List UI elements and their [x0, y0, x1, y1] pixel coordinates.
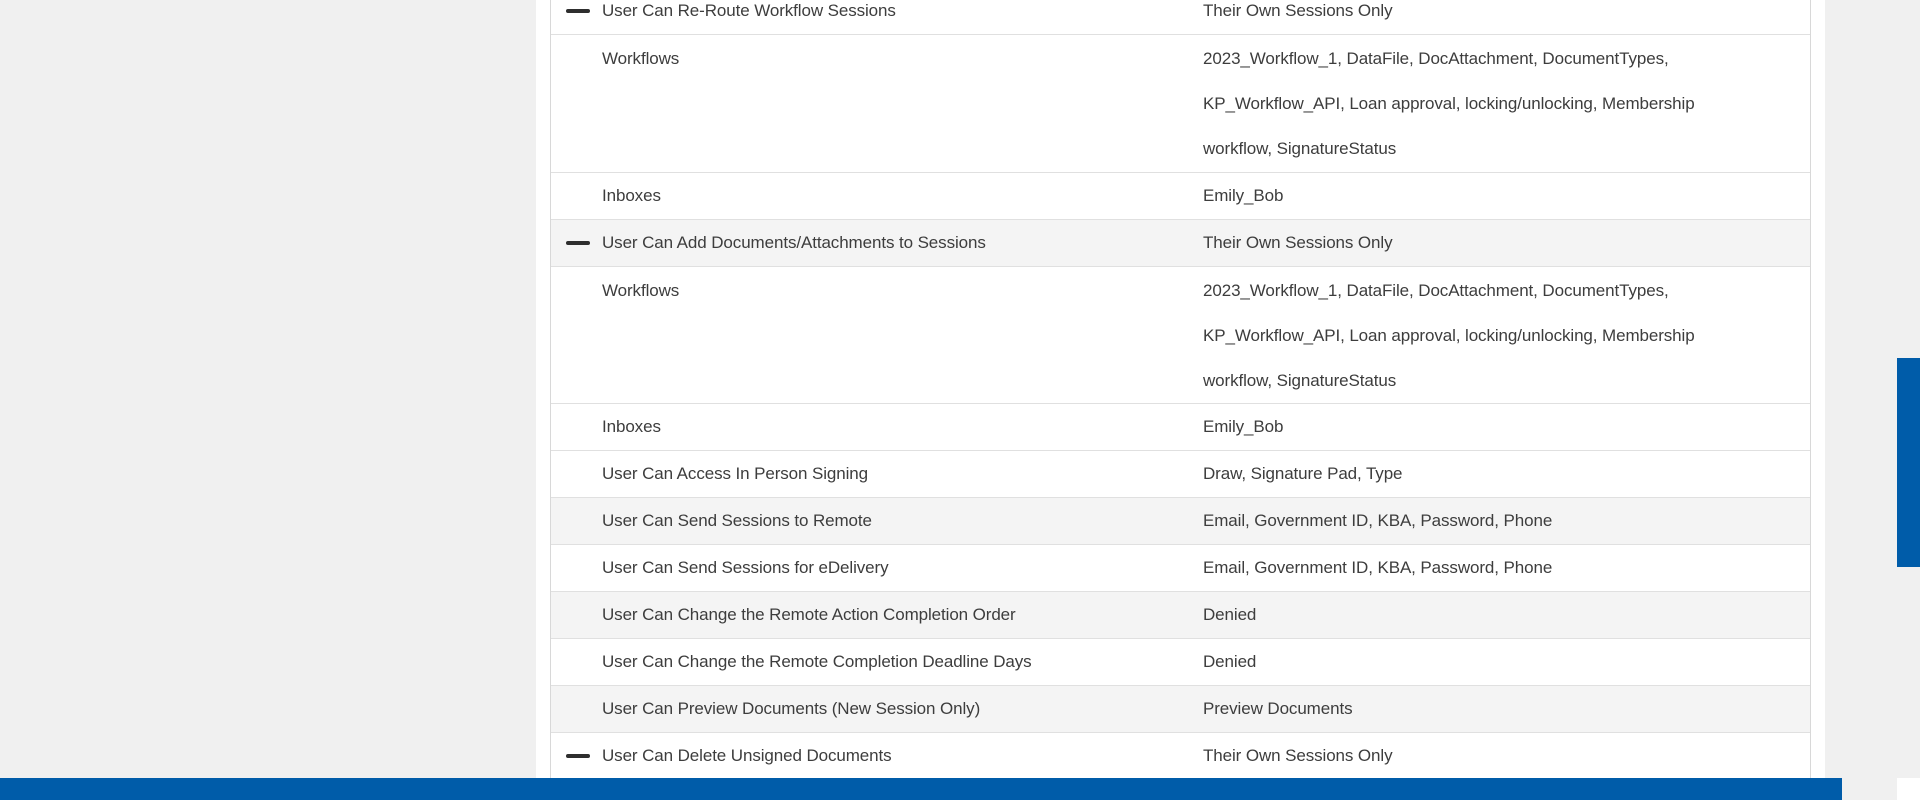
table-row: [551, 545, 1810, 592]
permission-label-cell: [551, 268, 1203, 313]
table-row: [551, 498, 1810, 545]
minus-icon[interactable]: [566, 754, 590, 758]
permission-label-cell: [551, 0, 1203, 22]
permission-value-line: 2023_Workflow_1, DataFile, DocAttachment, DocumentTypes,: [1203, 49, 1669, 68]
permission-label: Workflows: [602, 281, 680, 300]
permission-label-cell: [551, 36, 1203, 81]
permission-label: Workflows: [602, 49, 680, 68]
permission-label-cell: [551, 746, 1203, 766]
scrollbar-corner: [1897, 778, 1920, 800]
permission-label: User Can Send Sessions to Remote: [602, 511, 872, 530]
table-row: [551, 451, 1810, 498]
permission-label: User Can Add Documents/Attachments to Sessions: [602, 233, 986, 252]
table-row: [551, 404, 1810, 451]
table-row: [551, 173, 1810, 220]
permission-value: Their Own Sessions Only: [1203, 233, 1393, 252]
permission-value-line: KP_Workflow_API, Loan approval, locking/unlocking, Membership: [1203, 326, 1695, 345]
table-row: [551, 733, 1810, 778]
permission-label: User Can Send Sessions for eDelivery: [602, 558, 889, 577]
table-row: [551, 592, 1810, 639]
permission-value-line: KP_Workflow_API, Loan approval, locking/unlocking, Membership: [1203, 94, 1695, 113]
permission-label-cell: [551, 558, 1203, 578]
permission-label: User Can Access In Person Signing: [602, 464, 869, 483]
permission-label: User Can Delete Unsigned Documents: [602, 745, 892, 765]
permission-value: Email, Government ID, KBA, Password, Phone: [1203, 511, 1553, 530]
permission-value: Preview Documents: [1203, 699, 1353, 718]
permission-value-line: workflow, SignatureStatus: [1203, 371, 1397, 390]
table-row: [551, 220, 1810, 267]
table-row: [551, 35, 1810, 173]
permission-value: Email, Government ID, KBA, Password, Phone: [1203, 558, 1553, 577]
permission-label-cell: [551, 417, 1203, 437]
permission-value: Emily_Bob: [1203, 417, 1284, 436]
permission-label-cell: [551, 652, 1203, 672]
permission-value: Emily_Bob: [1203, 186, 1284, 205]
table-row: [551, 686, 1810, 733]
content-card: [536, 0, 1825, 800]
permission-label-cell: [551, 605, 1203, 625]
footer-bar: [0, 778, 1842, 800]
scrollbar-thumb[interactable]: [1897, 358, 1920, 567]
permission-value: Draw, Signature Pad, Type: [1203, 464, 1403, 483]
permission-label: User Can Change the Remote Action Completion Order: [602, 605, 1016, 624]
minus-icon[interactable]: [566, 9, 590, 13]
permission-value-line: 2023_Workflow_1, DataFile, DocAttachment, DocumentTypes,: [1203, 281, 1669, 300]
permission-label-cell: [551, 186, 1203, 206]
minus-icon[interactable]: [566, 241, 590, 245]
permission-value: [1203, 36, 1810, 171]
permission-value: Their Own Sessions Only: [1203, 745, 1393, 765]
permission-value: [1203, 268, 1810, 403]
permissions-table: [550, 0, 1811, 778]
permission-label-cell: [551, 464, 1203, 484]
permission-label: User Can Preview Documents (New Session Only): [602, 699, 981, 718]
permission-label: Inboxes: [602, 186, 661, 205]
permission-label: User Can Change the Remote Completion Deadline Days: [602, 652, 1032, 671]
permission-label: Inboxes: [602, 417, 661, 436]
table-row: [551, 639, 1810, 686]
table-row: [551, 0, 1810, 35]
permission-value: Denied: [1203, 605, 1257, 624]
permission-value: Their Own Sessions Only: [1203, 1, 1393, 20]
permission-label-cell: [551, 511, 1203, 531]
permission-label: User Can Re-Route Workflow Sessions: [602, 1, 896, 20]
permission-label-cell: [551, 699, 1203, 719]
permission-label-cell: [551, 233, 1203, 253]
permission-value: Denied: [1203, 652, 1257, 671]
permission-value-line: workflow, SignatureStatus: [1203, 139, 1397, 158]
table-row: [551, 267, 1810, 404]
